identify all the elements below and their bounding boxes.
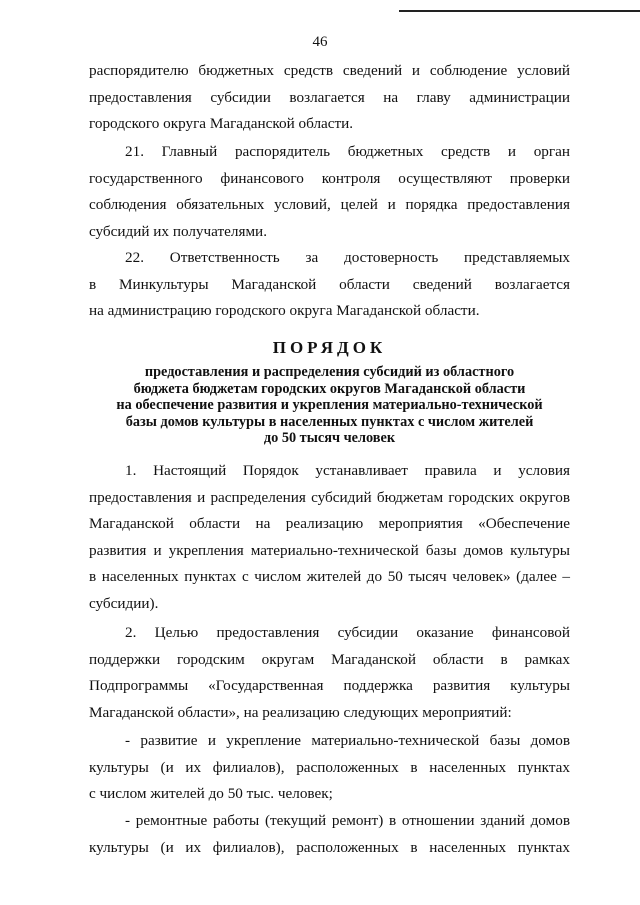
text-line: развития и укрепления материально-технической базы домов культуры: [89, 541, 570, 559]
paragraph-21: [89, 139, 570, 245]
subheading-line: предоставления и распределения субсидий из областного: [144, 364, 515, 380]
text-line: субсидий их получателями.: [89, 222, 267, 240]
text-line: распорядителю бюджетных средств сведений и соблюдение условий: [89, 62, 570, 79]
text-line: государственного финансового контроля осуществляют проверки: [89, 169, 570, 187]
text-line: культуры (и их филиалов), расположенных в населенных пунктах: [89, 838, 570, 856]
list-item: [89, 808, 570, 861]
paragraph-1: [89, 458, 570, 617]
text-line: - развитие и укрепление материально-технической базы домов: [125, 732, 570, 749]
text-line: поддержки городским округам Магаданской области в рамках: [89, 650, 570, 668]
section-subheading: [89, 364, 570, 447]
text-line: Подпрограммы «Государственная поддержка развития культуры: [89, 677, 570, 694]
subheading-line: бюджета бюджетам городских округов Магаданской области: [133, 380, 526, 397]
paragraph-continuation: [89, 58, 570, 138]
text-line: 2. Целью предоставления субсидии оказание финансовой: [125, 624, 570, 641]
text-line: Магаданской области», на реализацию следующих мероприятий:: [89, 703, 512, 721]
top-rule: [399, 10, 640, 12]
paragraph-22: [89, 245, 570, 325]
page-number: 46: [312, 34, 328, 50]
subheading-line: до 50 тысяч человек: [263, 430, 396, 446]
text-line: 1. Настоящий Порядок устанавливает правила и условия: [125, 462, 570, 479]
section-heading: ПОРЯДОК: [272, 338, 387, 357]
text-line: 22. Ответственность за достоверность представляемых: [125, 249, 570, 266]
text-line: предоставления субсидии возлагается на главу администрации: [89, 88, 570, 106]
list-item: [89, 728, 570, 808]
text-line: 21. Главный распорядитель бюджетных средств и орган: [125, 143, 570, 160]
subheading-line: на обеспечение развития и укрепления материально-технической: [116, 397, 543, 413]
text-line: предоставления и распределения субсидий бюджетам городских округов: [89, 488, 570, 506]
text-line: городского округа Магаданской области.: [89, 115, 354, 132]
text-line: в Минкультуры Магаданской области сведений возлагается: [89, 275, 570, 293]
text-line: соблюдения обязательных условий, целей и порядка предоставления: [89, 196, 570, 213]
text-line: с числом жителей до 50 тыс. человек;: [89, 785, 333, 802]
text-line: Магаданской области на реализацию мероприятия «Обеспечение: [89, 515, 570, 532]
text-line: - ремонтные работы (текущий ремонт) в отношении зданий домов: [125, 812, 570, 829]
text-line: культуры (и их филиалов), расположенных в населенных пунктах: [89, 758, 570, 776]
text-line: в населенных пунктах с числом жителей до 50 тысяч человек» (далее –: [89, 568, 570, 585]
text-line: субсидии).: [89, 594, 159, 612]
paragraph-2: [89, 620, 570, 726]
text-line: на администрацию городского округа Магаданской области.: [89, 302, 480, 319]
subheading-line: базы домов культуры в населенных пунктах с числом жителей: [125, 413, 534, 430]
